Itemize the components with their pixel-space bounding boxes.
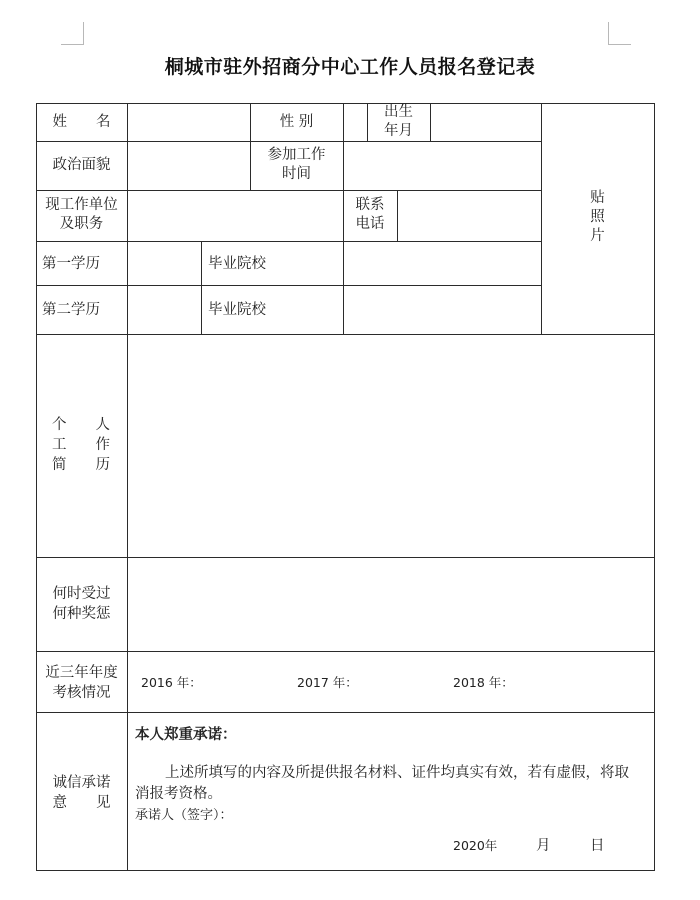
assessment-year-2017: 2017 年： xyxy=(297,675,358,690)
row-rule xyxy=(36,712,655,713)
birth-date-label: 出生 年月 xyxy=(384,104,413,139)
page-corner-mark-top-right xyxy=(608,22,631,45)
second-graduate-school-label: 毕业院校 xyxy=(208,302,266,318)
cell-rule xyxy=(343,141,344,190)
integrity-pledge-label: 诚信承诺 意 见 xyxy=(52,775,111,811)
registration-form-table xyxy=(36,103,655,871)
row-rule xyxy=(36,334,655,335)
label-column-rule xyxy=(127,103,128,871)
cell-rule xyxy=(343,241,344,334)
second-education-label: 第二学历 xyxy=(42,302,100,318)
current-employer-label: 现工作单位 及职务 xyxy=(45,197,118,232)
table-border-bottom xyxy=(36,870,655,871)
gender-label: 性 别 xyxy=(279,114,314,130)
page-corner-mark-top-left xyxy=(61,22,84,45)
table-border-right xyxy=(654,103,655,871)
pledge-heading: 本人郑重承诺： xyxy=(135,726,237,743)
awards-penalties-label: 何时受过 何种奖惩 xyxy=(52,586,111,622)
first-education-label: 第一学历 xyxy=(42,256,100,272)
assessment-year-2018: 2018 年： xyxy=(453,675,514,690)
pledge-body-line-2: 消报考资格。 xyxy=(135,786,222,802)
cell-rule xyxy=(397,190,398,241)
cell-rule xyxy=(430,103,431,141)
work-resume-label: 个 人 工 作 简 历 xyxy=(52,417,110,473)
pledge-body-line-1: 上述所填写的内容及所提供报名材料、证件均真实有效，若有虚假，将取 xyxy=(165,765,629,781)
pledge-date-day: 日 xyxy=(590,838,605,854)
row-rule xyxy=(36,651,655,652)
row-rule xyxy=(36,241,541,242)
pledge-date-month: 月 xyxy=(536,838,551,854)
row-rule xyxy=(36,285,541,286)
name-label: 姓 名 xyxy=(52,114,111,130)
annual-assessment-label: 近三年年度 考核情况 xyxy=(45,665,118,701)
row-rule xyxy=(36,141,541,142)
form-title: 桐城市驻外招商分中心工作人员报名登记表 xyxy=(164,56,536,78)
phone-label: 联系 电话 xyxy=(355,197,385,232)
first-graduate-school-label: 毕业院校 xyxy=(208,256,266,272)
cell-rule xyxy=(201,241,202,334)
table-border-top xyxy=(36,103,655,104)
cell-rule xyxy=(343,103,344,141)
photo-placeholder: 贴 照 片 xyxy=(590,190,605,244)
row-rule xyxy=(36,190,541,191)
row-rule xyxy=(36,557,655,558)
political-status-label: 政治面貌 xyxy=(52,157,111,173)
work-start-date-label: 参加工作 时间 xyxy=(267,147,326,182)
pledge-date-year: 2020年 xyxy=(453,838,498,853)
assessment-year-2016: 2016 年： xyxy=(141,675,202,690)
pledge-signer-label: 承诺人（签字）： xyxy=(135,808,233,823)
